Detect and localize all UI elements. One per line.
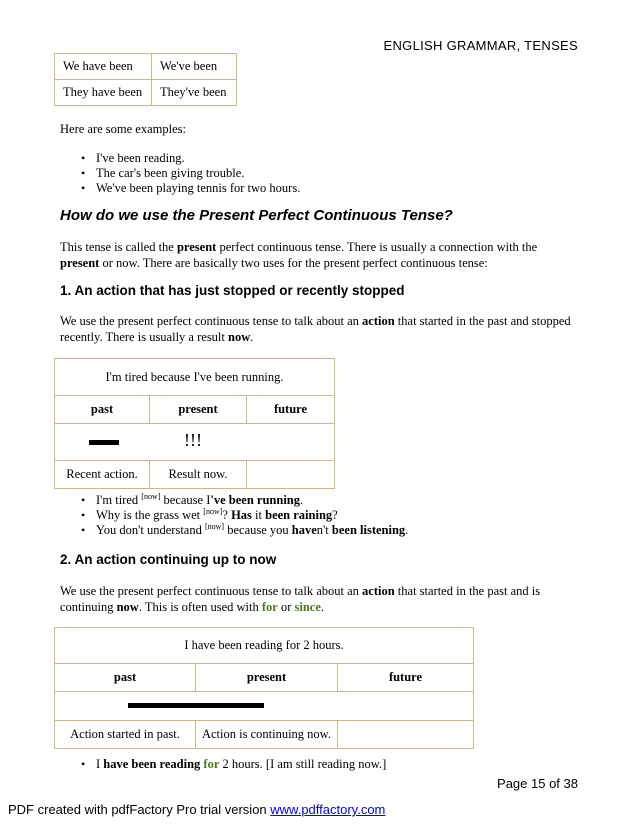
bold-text: been listening [331,523,406,537]
text: . [250,330,254,344]
text: n't [316,523,332,537]
timeline-table-1 [54,358,335,489]
footer-text: PDF created with pdfFactory Pro trial version [8,802,271,817]
table-cell: We've been [152,54,237,80]
section-heading: How do we use the Present Perfect Continuous Tense? [60,207,453,224]
table-row [55,359,335,396]
bold-text: have been reading [103,757,201,771]
table-cell: They've been [152,80,237,106]
bold-text: been raining [265,508,333,522]
text: . [320,600,325,614]
table-cell [338,721,474,749]
text: it [251,508,266,522]
text: or [277,600,295,614]
text: You don't understand [96,523,205,537]
text: I'm tired [96,493,142,507]
table-cell [247,461,335,489]
text: . [405,523,409,537]
list-item [60,757,386,772]
page-number: Page 15 of 38 [497,776,578,791]
keyword-since: since [294,600,321,614]
bold-text: have [291,523,317,537]
pdffactory-link[interactable]: www.pdffactory.com [270,802,386,817]
list-item: • We've been playing tennis for two hours. [60,181,300,196]
text: because you [224,523,292,537]
timeline-cell [55,692,474,721]
bold-text: 've been running [210,493,300,507]
text: that started in the past and stopped [394,314,571,328]
bold-text: present [176,240,217,254]
text: Why is the grass wet [96,508,204,522]
table-cell: Action is continuing now. [196,721,338,749]
table-row [55,396,335,424]
page-header: ENGLISH GRAMMAR, TENSES [383,38,578,53]
table-cell: We have been [55,54,152,80]
text: that started in the past and is [394,584,541,598]
bold-text: Has [231,508,252,522]
text: This tense is called the [60,240,177,254]
table-row [55,54,237,80]
text: We use the present perfect continuous tense to talk about an [60,584,363,598]
result-marker: !!! [184,430,202,450]
table-row [55,628,474,664]
bold-text: action [362,584,395,598]
list-item: • The car's been giving trouble. [60,166,300,181]
text: perfect continuous tense. There is usually a connection with the [216,240,538,254]
keyword-for: for [203,757,220,771]
text: . [300,493,304,507]
use2-examples [60,757,386,772]
superscript: [now] [203,506,223,516]
list-item [60,508,408,523]
header-present: present [150,396,247,424]
header-present: present [196,664,338,692]
use1-heading: 1. An action that has just stopped or recently stopped [60,283,405,298]
text: . This is often used with [138,600,262,614]
table-sentence: I'm tired because I've been running. [55,359,335,396]
bold-text: now [116,600,139,614]
list-item [60,493,408,508]
bold-text: now [228,330,251,344]
contractions-table [54,53,237,106]
intro-paragraph [60,239,590,271]
header-future: future [338,664,474,692]
table-row [55,461,335,489]
table-row [55,80,237,106]
timeline-table-2 [54,627,474,749]
table-sentence: I have been reading for 2 hours. [55,628,474,664]
table-row [55,721,474,749]
table-row [55,664,474,692]
table-row [55,424,335,461]
bold-text: action [362,314,395,328]
header-past: past [55,396,150,424]
text: ? [332,508,338,522]
text: or now. There are basically two uses for the present perfect continuous tense: [99,256,488,270]
text: because I [160,493,211,507]
header-future: future [247,396,335,424]
use1-examples [60,493,408,538]
use2-paragraph [60,583,600,615]
table-cell: Result now. [150,461,247,489]
timeline-bar [128,703,264,708]
timeline-bar [89,440,119,445]
examples-intro: Here are some examples: [60,122,186,136]
superscript: [now] [141,491,161,501]
header-past: past [55,664,196,692]
table-cell: They have been [55,80,152,106]
text: ? [222,508,232,522]
keyword-for: for [261,600,278,614]
timeline-cell [55,424,335,461]
text: 2 hours. [I am still reading now.] [219,757,387,771]
use1-paragraph [60,313,600,345]
use2-heading: 2. An action continuing up to now [60,552,277,567]
text: recently. There is usually a result [60,330,228,344]
bold-text: present [60,256,100,270]
table-cell: Action started in past. [55,721,196,749]
list-item [60,523,408,538]
list-item: • I've been reading. [60,151,300,166]
text: We use the present perfect continuous tense to talk about an [60,314,363,328]
superscript: [now] [204,521,225,531]
examples-list [60,151,300,196]
text: I [96,757,104,771]
table-cell: Recent action. [55,461,150,489]
table-row [55,692,474,721]
text: continuing [60,600,117,614]
pdf-footer [8,802,385,817]
